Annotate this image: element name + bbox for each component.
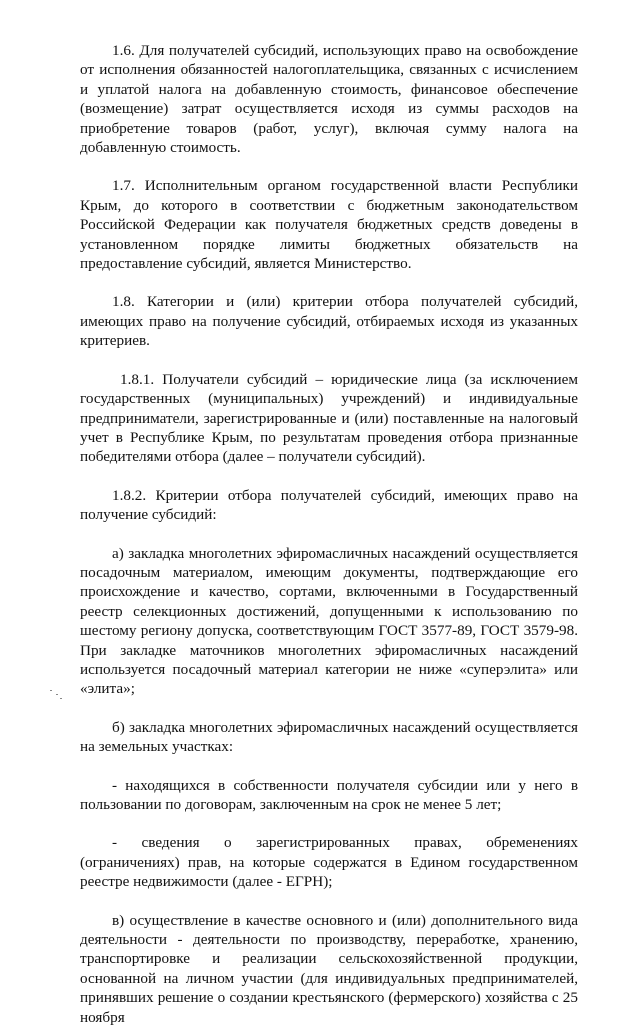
paragraph-1-8-1: 1.8.1. Получатели субсидий – юридические лица (за исключением государственных (муниципальных) учреждений) и индивидуальные предприниматели, зарегистрированные и (или) поставленные на налоговый учет в Республике Крым, по результатам проведения отбора признанные победителями отбора (далее – получатели субсидий). [80, 370, 578, 466]
criterion-v: в) осуществление в качестве основного и (или) дополнительного вида деятельности - деятельности по производству, переработке, хранению, транспортировке и реализации сельскохозяйственной продукции, основанной на личном участии (для индивидуальных предпринимателей, принявших решение о создании крестьянского (фермерского) хозяйства с 25 ноября [80, 911, 578, 1026]
scan-speck [50, 690, 64, 702]
criterion-b-item-2: - сведения о зарегистрированных правах, обременениях (ограничениях) прав, на которые содержатся в Едином государственном реестре недвижимости (далее - ЕГРН); [80, 834, 578, 891]
paragraph-1-8-2: 1.8.2. Критерии отбора получателей субсидий, имеющих право на получение субсидий: [80, 486, 578, 524]
criterion-a: а) закладка многолетних эфиромасличных насаждений осуществляется посадочным материалом, имеющим документы, подтверждающие его происхождение и качество, сортами, включенными в Государственный реестр селекционных достижений, допущенными к использованию по шестому региону допуска, соответствующим ГОСТ 3577-89, ГОСТ 3579-98. При закладке маточников многолетних эфиромасличных насаждений используется посадочный материал категории не ниже «суперэлита» или «элита»; [80, 544, 578, 698]
paragraph-1-6: 1.6. Для получателей субсидий, использующих право на освобождение от исполнения обязанностей налогоплательщика, связанных с исчислением и уплатой налога на добавленную стоимость, финансовое обеспечение (возмещение) затрат осуществляется исходя из суммы расходов на приобретение товаров (работ, услуг), включая сумму налога на добавленную стоимость. [80, 42, 578, 157]
paragraph-1-8: 1.8. Категории и (или) критерии отбора получателей субсидий, имеющих право на получение субсидий, отбираемых исходя из указанных критериев. [80, 293, 578, 350]
criterion-b: б) закладка многолетних эфиромасличных насаждений осуществляется на земельных участках: [80, 718, 578, 756]
criterion-b-item-1: - находящихся в собственности получателя субсидии или у него в пользовании по договорам, заключенным на срок не менее 5 лет; [80, 776, 578, 813]
paragraph-1-7: 1.7. Исполнительным органом государственной власти Республики Крым, до которого в соответствии с бюджетным законодательством Российской Федерации как получателя бюджетных средств доведены в установленном порядке лимиты бюджетных обязательств на предоставление субсидий, является Министерство. [80, 177, 578, 273]
